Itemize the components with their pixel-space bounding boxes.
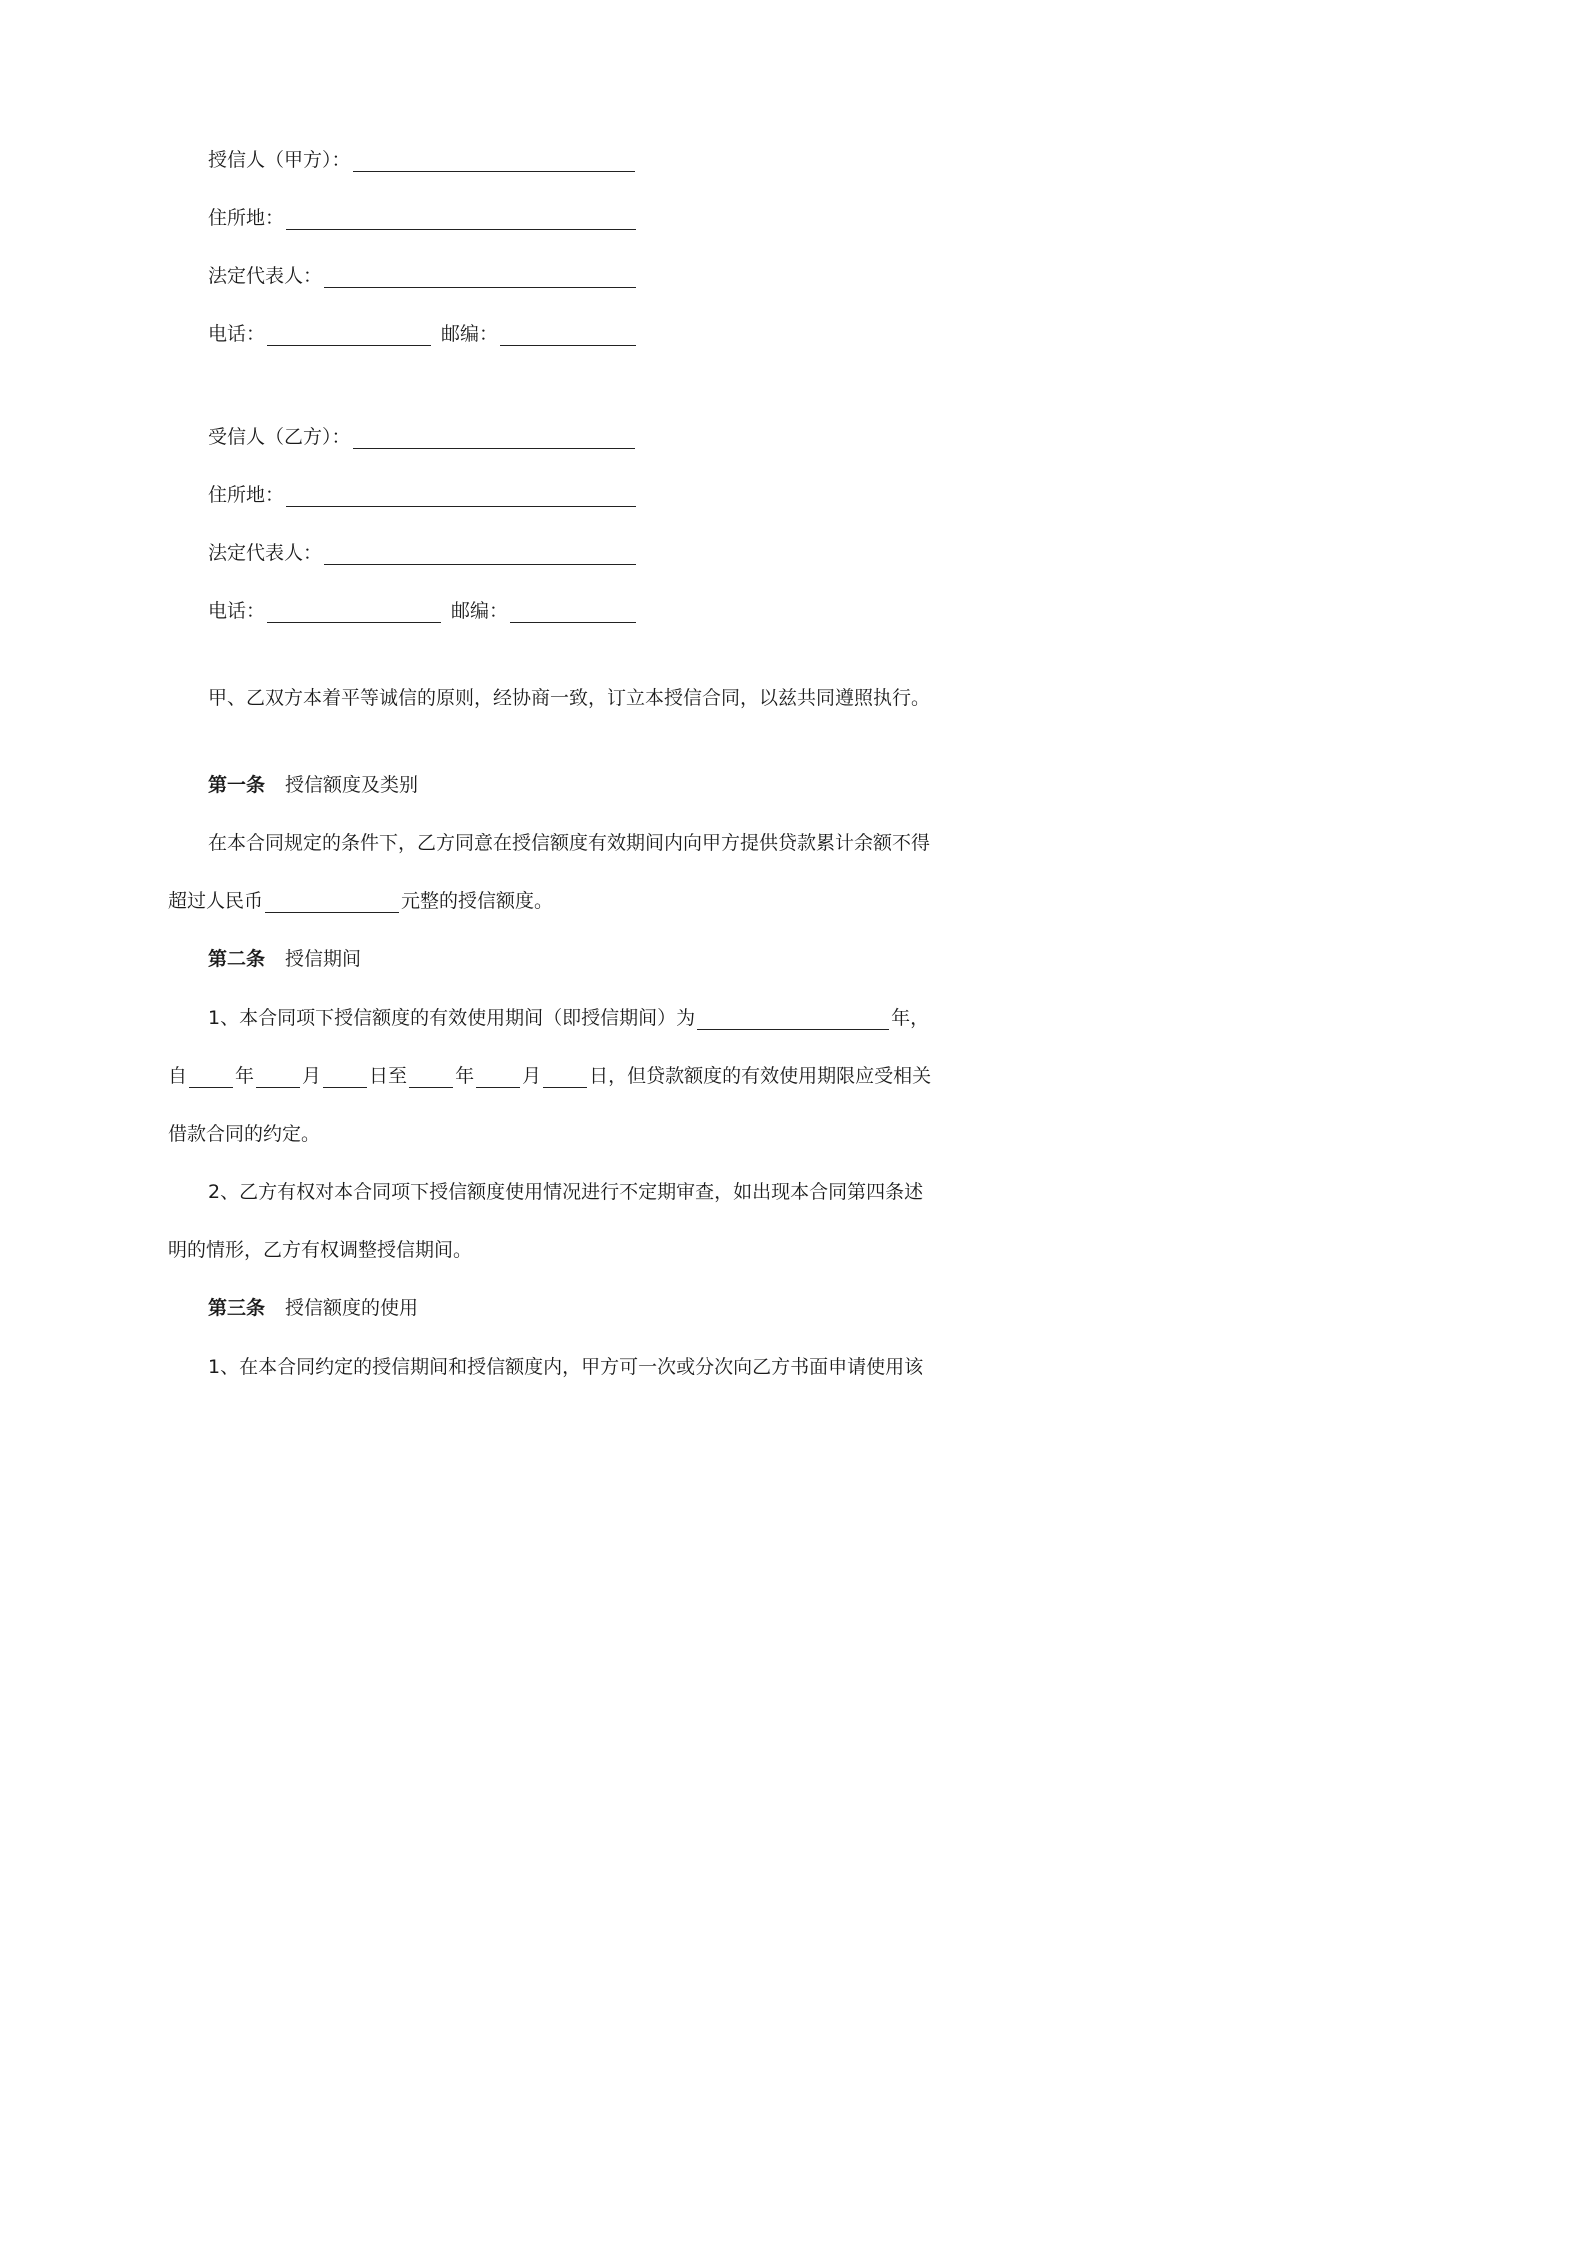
article-2-item-2-text-a: 2、乙方有权对本合同项下授信额度使用情况进行不定期审查，如出现本合同第四条述 xyxy=(208,1181,924,1203)
party-b-rep-field[interactable] xyxy=(324,546,636,565)
party-a-name-row xyxy=(208,148,637,172)
party-a-address-row xyxy=(208,206,638,230)
party-b-name-field[interactable] xyxy=(353,430,635,449)
party-b-rep-row xyxy=(208,541,638,565)
start-day-field[interactable] xyxy=(323,1069,367,1088)
document-page xyxy=(0,0,1100,1586)
party-a-address-field[interactable] xyxy=(286,211,636,230)
year-label-1: 年 xyxy=(235,1065,255,1087)
article-2-title: 授信期间 xyxy=(285,948,362,970)
article-1-paragraph-line-2 xyxy=(168,889,553,913)
article-3-title: 授信额度的使用 xyxy=(285,1297,419,1319)
party-a-name-label: 授信人（甲方）： xyxy=(208,149,351,171)
start-year-field[interactable] xyxy=(189,1069,233,1088)
party-b-contact-row xyxy=(208,599,638,623)
article-1-number: 第一条 xyxy=(208,774,266,796)
article-2-number: 第二条 xyxy=(208,948,266,970)
article-1-text-2a: 超过人民币 xyxy=(168,890,264,912)
party-a-phone-label: 电话： xyxy=(208,323,266,345)
party-a-rep-field[interactable] xyxy=(324,269,636,288)
article-3-heading xyxy=(208,1296,418,1320)
article-1-title: 授信额度及类别 xyxy=(285,774,419,796)
party-b-phone-field[interactable] xyxy=(267,604,441,623)
article-2-item-2-line-1 xyxy=(208,1180,923,1204)
article-2-item-2-text-b: 明的情形，乙方有权调整授信期间。 xyxy=(168,1239,473,1261)
start-month-field[interactable] xyxy=(256,1069,300,1088)
period-years-field[interactable] xyxy=(697,1011,889,1030)
party-a-zip-label: 邮编： xyxy=(441,323,499,345)
party-a-name-field[interactable] xyxy=(353,153,635,172)
party-b-rep-label: 法定代表人： xyxy=(208,542,323,564)
end-month-field[interactable] xyxy=(476,1069,520,1088)
article-1-paragraph-line-1 xyxy=(208,831,930,855)
article-2-item-1-text-b: 年， xyxy=(891,1007,930,1029)
article-2-item-2-line-2 xyxy=(168,1238,472,1262)
party-b-address-row xyxy=(208,483,638,507)
from-label: 自 xyxy=(168,1065,188,1087)
day-tail-text: 日，但贷款额度的有效使用期限应受相关 xyxy=(589,1065,932,1087)
article-1-text-2b: 元整的授信额度。 xyxy=(401,890,554,912)
party-b-address-field[interactable] xyxy=(286,488,636,507)
party-a-phone-field[interactable] xyxy=(267,327,431,346)
article-3-item-1-line-1 xyxy=(208,1355,923,1379)
article-3-item-1-text-a: 1、在本合同约定的授信期间和授信额度内，甲方可一次或分次向乙方书面申请使用该 xyxy=(208,1356,924,1378)
preamble xyxy=(208,686,930,710)
article-2-item-1-text-d: 借款合同的约定。 xyxy=(168,1123,321,1145)
year-label-2: 年 xyxy=(455,1065,475,1087)
preamble-text: 甲、乙双方本着平等诚信的原则，经协商一致，订立本授信合同，以兹共同遵照执行。 xyxy=(208,687,931,709)
party-a-address-label: 住所地： xyxy=(208,207,285,229)
month-label-1: 月 xyxy=(302,1065,322,1087)
article-2-heading xyxy=(208,947,361,971)
article-2-item-1-line-1 xyxy=(208,1006,929,1030)
party-b-name-row xyxy=(208,425,637,449)
amount-field[interactable] xyxy=(265,894,399,913)
end-year-field[interactable] xyxy=(409,1069,453,1088)
party-b-address-label: 住所地： xyxy=(208,484,285,506)
party-b-name-label: 受信人（乙方）： xyxy=(208,426,351,448)
article-3-number: 第三条 xyxy=(208,1297,266,1319)
article-2-item-1-line-3 xyxy=(168,1122,320,1146)
party-b-zip-field[interactable] xyxy=(510,604,636,623)
party-b-phone-label: 电话： xyxy=(208,600,266,622)
article-2-item-1-text-a: 1、本合同项下授信额度的有效使用期间（即授信期间）为 xyxy=(208,1007,696,1029)
party-a-contact-row xyxy=(208,322,638,346)
article-1-text-1: 在本合同规定的条件下，乙方同意在授信额度有效期间内向甲方提供贷款累计余额不得 xyxy=(208,832,931,854)
end-day-field[interactable] xyxy=(543,1069,587,1088)
party-a-rep-label: 法定代表人： xyxy=(208,265,323,287)
party-a-rep-row xyxy=(208,264,638,288)
party-a-zip-field[interactable] xyxy=(500,327,636,346)
party-b-zip-label: 邮编： xyxy=(451,600,509,622)
month-label-2: 月 xyxy=(522,1065,542,1087)
day-to-label: 日至 xyxy=(369,1065,408,1087)
article-1-heading xyxy=(208,773,418,797)
article-2-item-1-line-2 xyxy=(168,1064,931,1088)
